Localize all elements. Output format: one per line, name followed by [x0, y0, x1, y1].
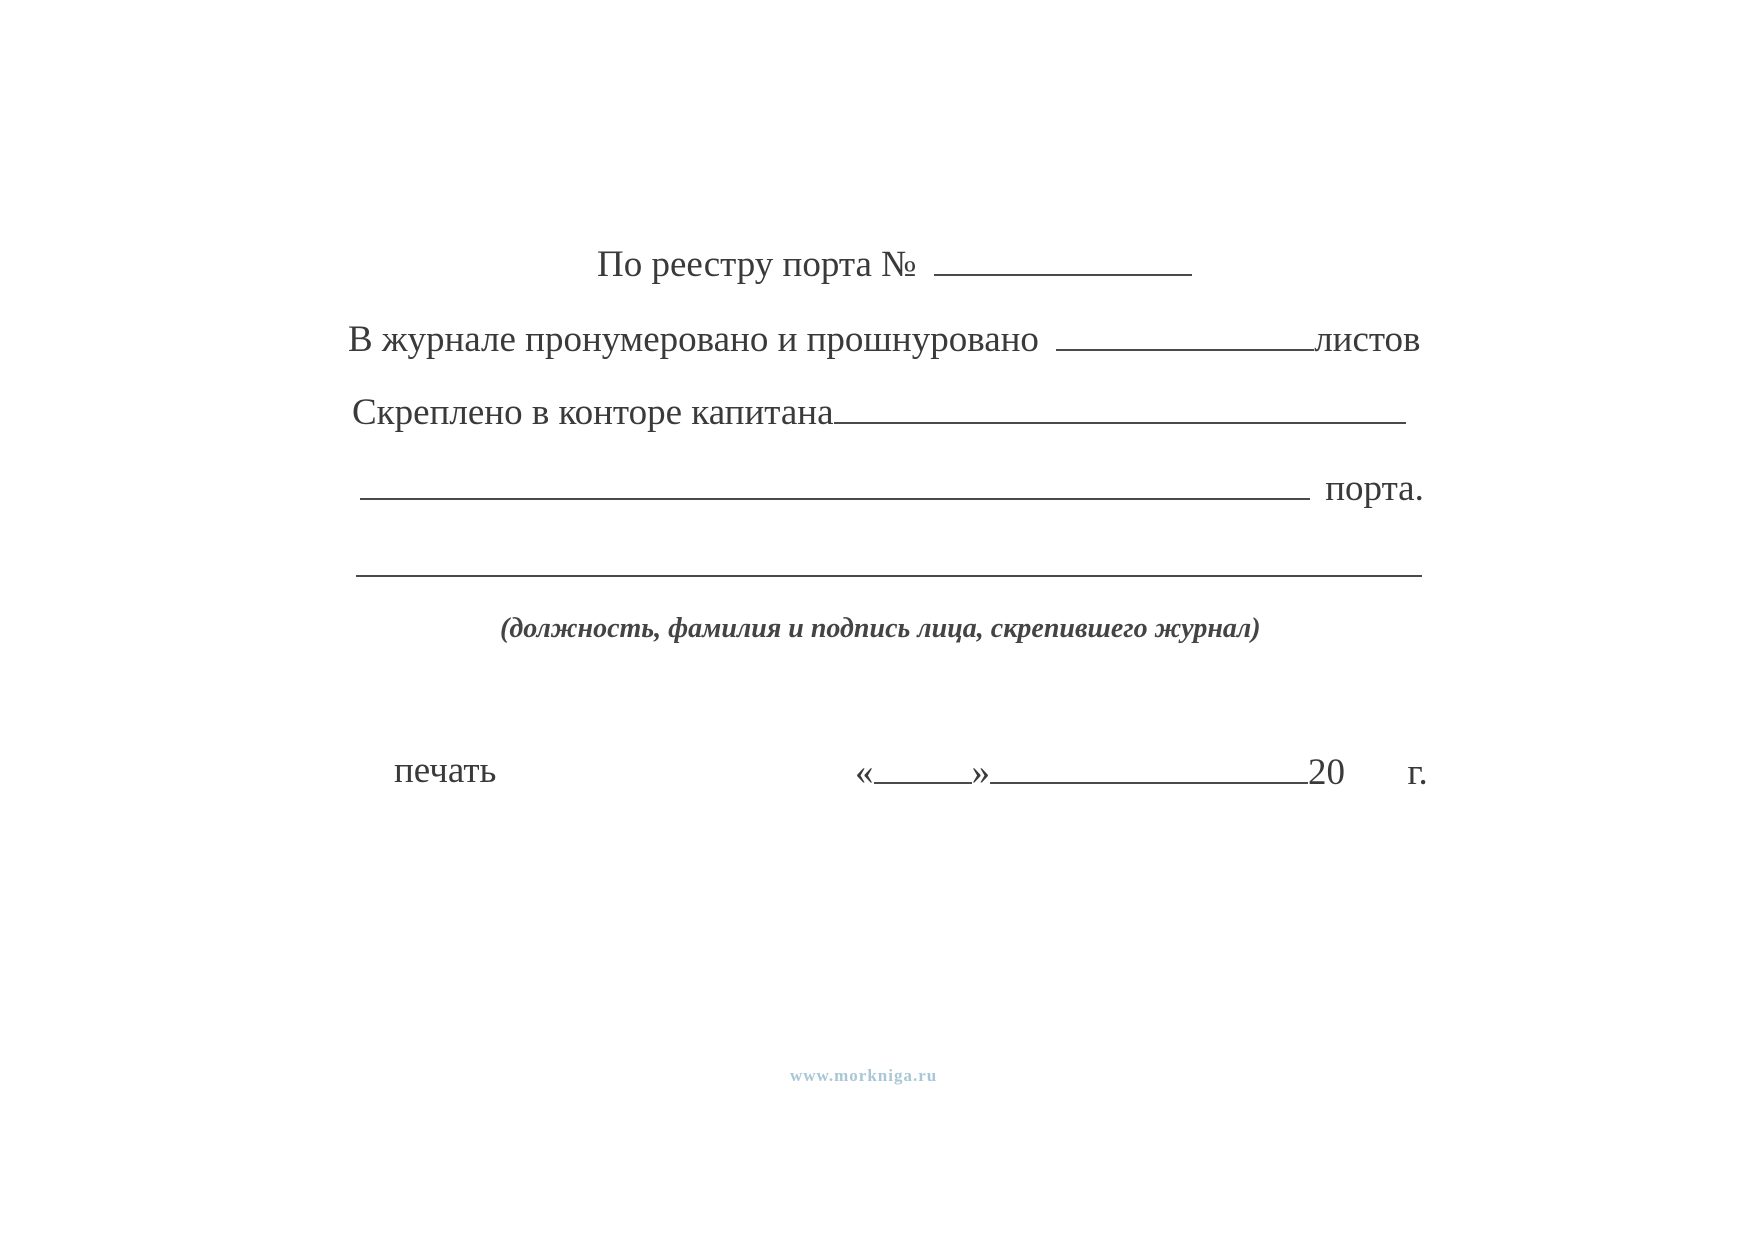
registry-line — [597, 244, 1192, 283]
sheets-line — [348, 319, 1421, 358]
year-prefix: 20 — [1308, 752, 1345, 793]
captain-office-field[interactable] — [834, 392, 1406, 424]
date-line — [855, 752, 1428, 791]
year-field[interactable] — [1354, 752, 1398, 784]
port-line — [360, 468, 1424, 507]
registry-number-field[interactable] — [934, 244, 1192, 276]
signature-field[interactable] — [356, 575, 1422, 577]
registry-label: По реестру порта № — [597, 244, 917, 285]
day-field[interactable] — [874, 752, 972, 784]
sheets-count-field[interactable] — [1056, 319, 1314, 351]
signature-caption: (должность, фамилия и подпись лица, скрепившего журнал) — [500, 613, 1261, 644]
port-suffix: порта. — [1325, 468, 1424, 509]
year-suffix: г. — [1407, 752, 1428, 793]
captain-office-line — [352, 392, 1406, 431]
captain-office-label: Скреплено в конторе капитана — [352, 392, 834, 433]
sheets-label: В журнале пронумеровано и прошнуровано — [348, 319, 1039, 360]
date-close-quote: » — [971, 752, 990, 793]
watermark: www.morkniga.ru — [790, 1066, 938, 1085]
date-open-quote: « — [855, 752, 874, 793]
stamp-label: печать — [394, 750, 497, 791]
month-field[interactable] — [990, 752, 1308, 784]
sheets-suffix: листов — [1314, 319, 1421, 360]
port-name-field[interactable] — [360, 468, 1310, 500]
